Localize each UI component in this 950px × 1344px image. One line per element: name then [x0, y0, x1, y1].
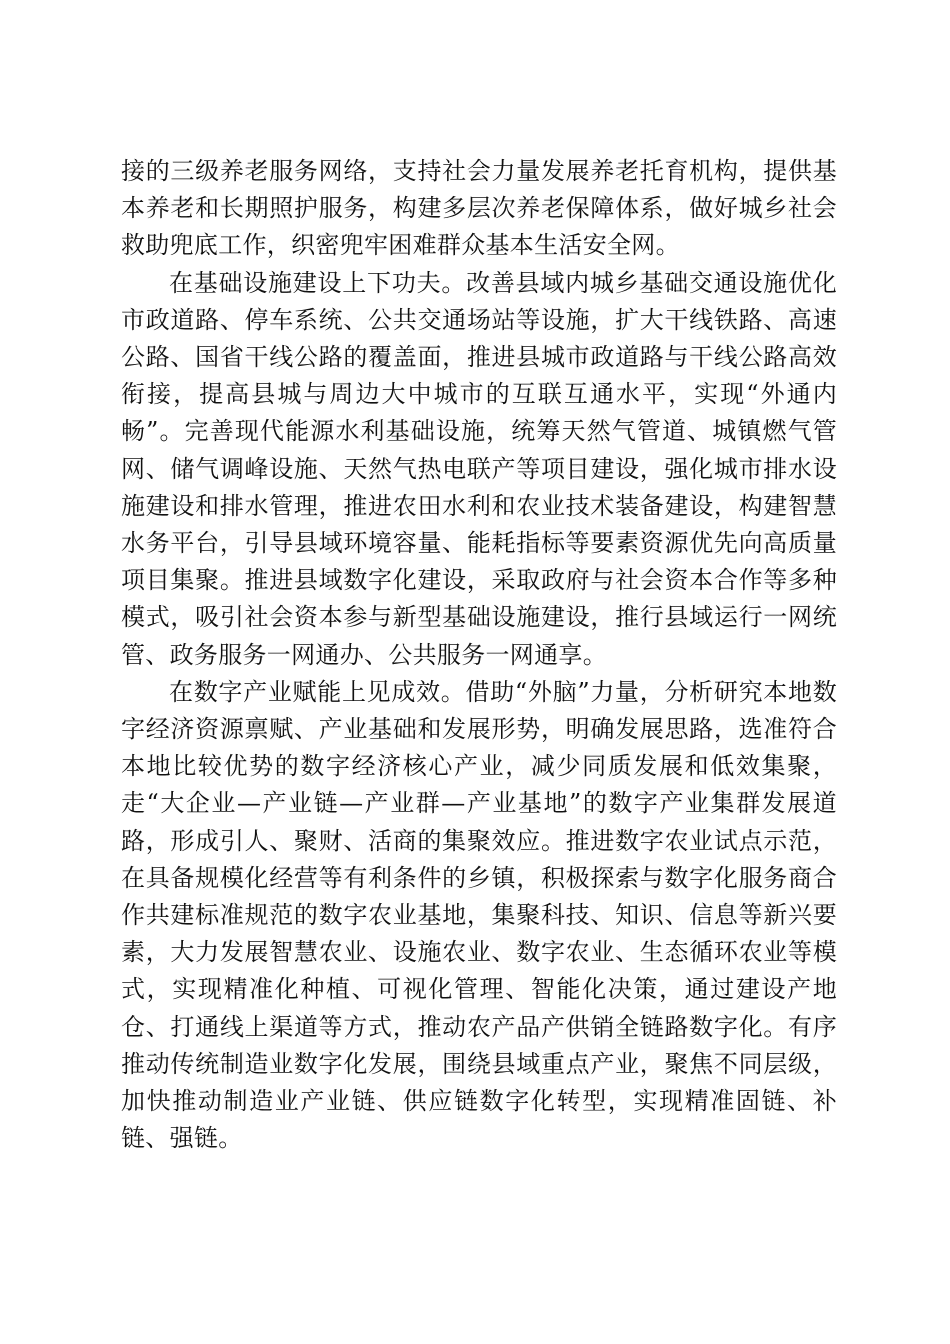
paragraph-infrastructure: 在基础设施建设上下功夫。改善县域内城乡基础交通设施优化市政道路、停车系统、公共交通场站等设施，扩大干线铁路、高速公路、国省干线公路的覆盖面，推进县城市政道路与干线公路高效衔接，提高县城与周边大中城市的互联互通水平，实现“外通内畅”。完善现代能源水利基础设施，统筹天然气管道、城镇燃气管网、储气调峰设施、天然气热电联产等项目建设，强化城市排水设施建设和排水管理，推进农田水利和农业技术装备建设，构建智慧水务平台，引导县域环境容量、能耗指标等要素资源优先向高质量项目集聚。推进县域数字化建设，采取政府与社会资本合作等多种模式，吸引社会资本参与新型基础设施建设，推行县域运行一网统管、政务服务一网通办、公共服务一网通享。 — [121, 268, 837, 669]
body-text — [121, 153, 837, 1157]
paragraph-digital-industry: 在数字产业赋能上见成效。借助“外脑”力量，分析研究本地数字经济资源禀赋、产业基础和发展形势，明确发展思路，选准符合本地比较优势的数字经济核心产业，减少同质发展和低效集聚，走“大企业—产业链—产业群—产业基地”的数字产业集群发展道路，形成引人、聚财、活商的集聚效应。推进数字农业试点示范，在具备规模化经营等有利条件的乡镇，积极探索与数字化服务商合作共建标准规范的数字农业基地，集聚科技、知识、信息等新兴要素，大力发展智慧农业、设施农业、数字农业、生态循环农业等模式，实现精准化种植、可视化管理、智能化决策，通过建设产地仓、打通线上渠道等方式，推动农产品产供销全链路数字化。有序推动传统制造业数字化发展，围绕县域重点产业，聚焦不同层级，加快推动制造业产业链、供应链数字化转型，实现精准固链、补链、强链。 — [121, 677, 837, 1153]
paragraph-continuation: 接的三级养老服务网络，支持社会力量发展养老托育机构，提供基本养老和长期照护服务，构建多层次养老保障体系，做好城乡社会救助兜底工作，织密兜牢困难群众基本生活安全网。 — [121, 157, 837, 260]
